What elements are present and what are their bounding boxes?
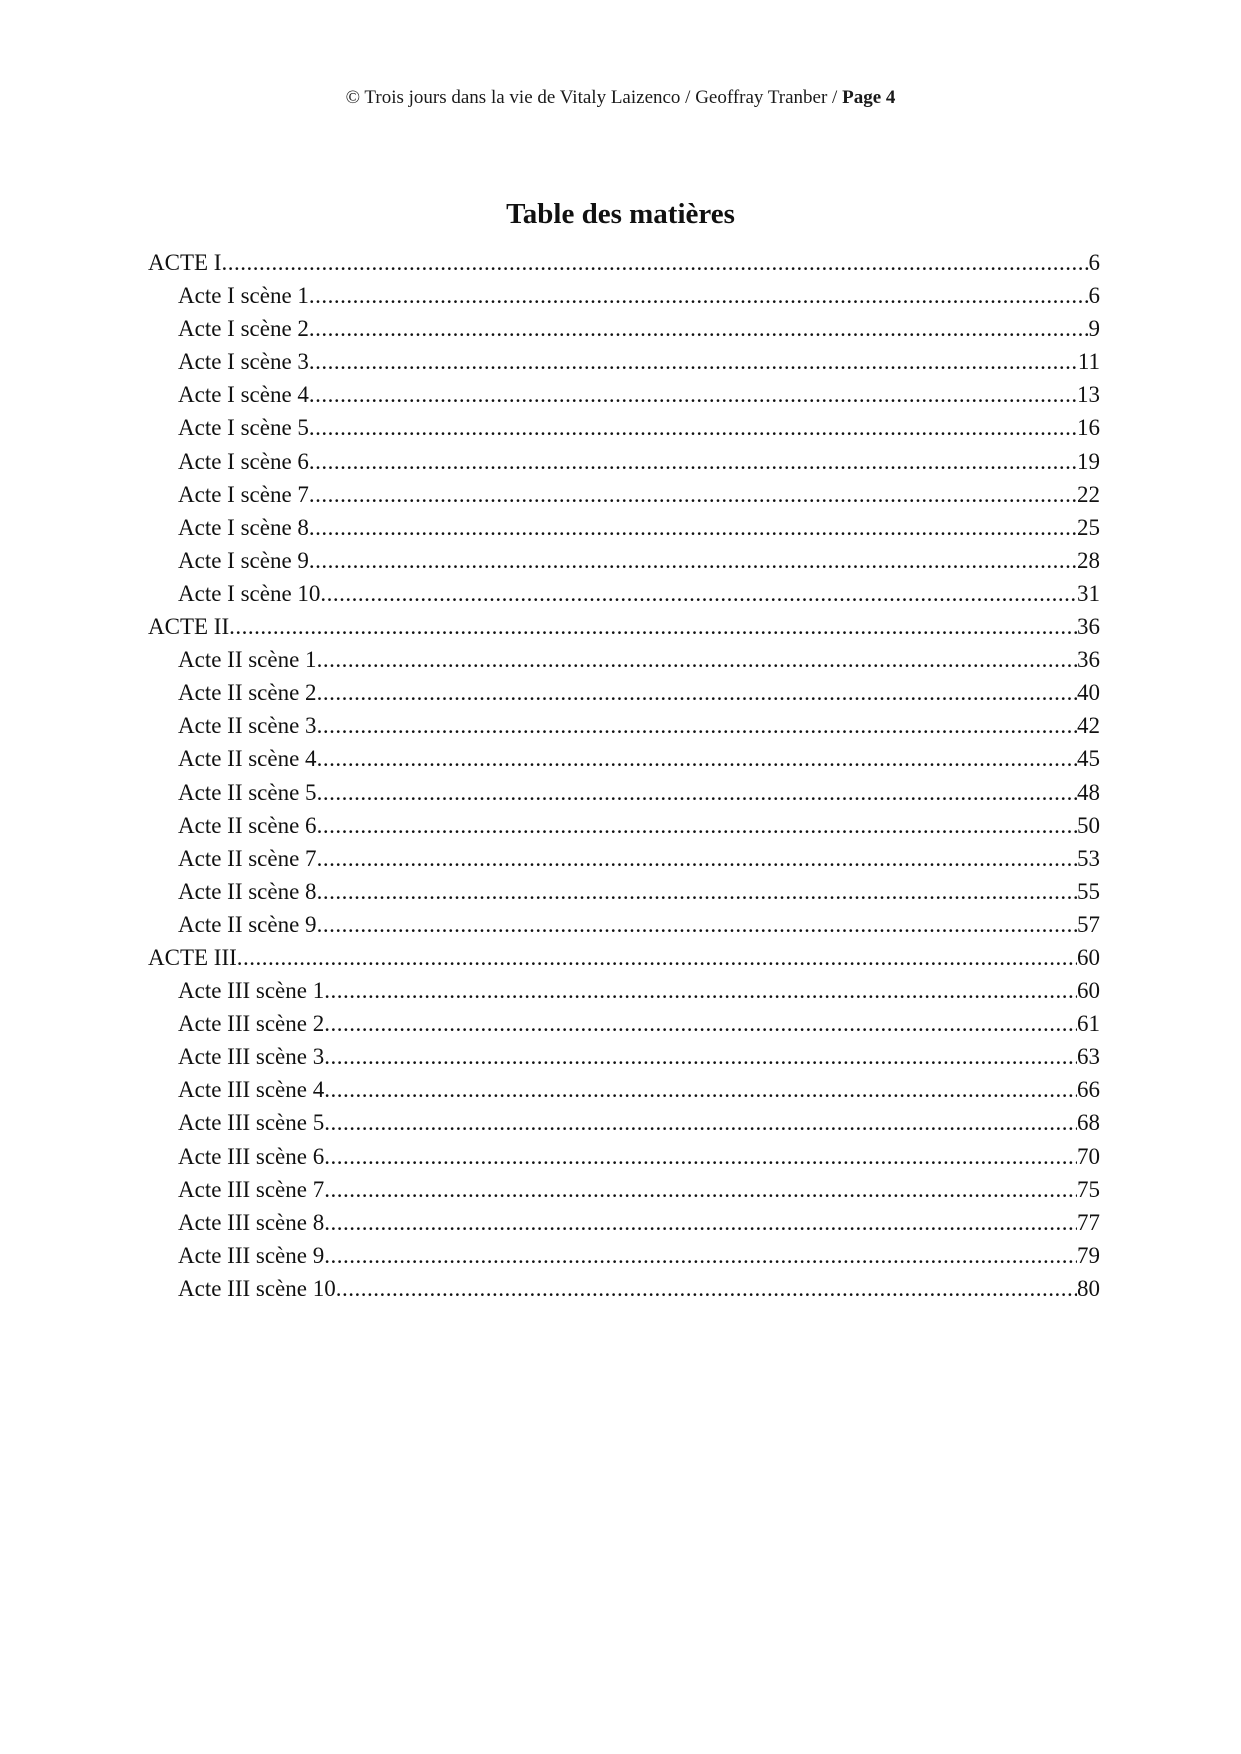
toc-entry-page-number: 42 xyxy=(1077,713,1100,739)
toc-entry-page-number: 36 xyxy=(1077,647,1100,673)
toc-entry-scene[interactable] xyxy=(148,742,1100,775)
toc-entry-label: ACTE I xyxy=(148,250,222,275)
toc-entry-page-number: 50 xyxy=(1077,812,1100,838)
toc-entry-act[interactable] xyxy=(148,246,1100,279)
toc-entry-label: Acte III scène 7 xyxy=(178,1176,325,1202)
toc-entry-label: Acte III scène 5 xyxy=(178,1110,325,1136)
toc-entry-label: Acte I scène 8 xyxy=(178,514,309,540)
toc-entry-page-number: 66 xyxy=(1077,1077,1100,1103)
toc-entry-page-number: 22 xyxy=(1077,481,1100,507)
toc-entry-scene[interactable] xyxy=(148,809,1100,842)
toc-entry-scene[interactable] xyxy=(148,1239,1100,1272)
toc-entry-label: Acte I scène 7 xyxy=(178,481,309,507)
toc-entry-page-number: 45 xyxy=(1077,746,1100,772)
toc-entry-label: Acte I scène 1 xyxy=(178,283,309,309)
toc-entry-scene[interactable] xyxy=(148,1007,1100,1040)
toc-dot-leader xyxy=(317,809,1077,842)
toc-entry-scene[interactable] xyxy=(148,676,1100,709)
toc-dot-leader xyxy=(221,246,1088,279)
toc-entry-scene[interactable] xyxy=(148,1272,1100,1305)
toc-dot-leader xyxy=(309,478,1077,511)
toc-entry-scene[interactable] xyxy=(148,279,1100,312)
toc-entry-label: Acte III scène 2 xyxy=(178,1011,325,1037)
toc-entry-scene[interactable] xyxy=(148,776,1100,809)
toc-entry-scene[interactable] xyxy=(148,544,1100,577)
toc-dot-leader xyxy=(324,1206,1077,1239)
toc-dot-leader xyxy=(317,643,1077,676)
toc-entry-label: ACTE II xyxy=(148,614,230,640)
toc-dot-leader xyxy=(317,742,1077,775)
toc-entry-label: Acte II scène 7 xyxy=(178,845,317,871)
toc-dot-leader xyxy=(324,1173,1077,1206)
toc-dot-leader xyxy=(324,1239,1077,1272)
toc-entry-scene[interactable] xyxy=(148,875,1100,908)
toc-entry-page-number: 63 xyxy=(1077,1044,1100,1070)
toc-entry-label: Acte III scène 6 xyxy=(178,1143,325,1169)
toc-dot-leader xyxy=(317,776,1077,809)
toc-entry-page-number: 13 xyxy=(1077,382,1100,408)
toc-dot-leader xyxy=(324,1007,1077,1040)
toc-entry-page-number: 77 xyxy=(1077,1209,1100,1235)
toc-dot-leader xyxy=(317,842,1077,875)
toc-dot-leader xyxy=(324,1040,1077,1073)
toc-title: Table des matières xyxy=(506,198,735,230)
toc-entry-page-number: 6 xyxy=(1088,250,1100,275)
toc-entry-label: Acte III scène 1 xyxy=(178,978,325,1004)
toc-dot-leader xyxy=(324,1073,1077,1106)
toc-entry-scene[interactable] xyxy=(148,842,1100,875)
toc-entry-label: Acte II scène 8 xyxy=(178,878,317,904)
toc-entry-page-number: 60 xyxy=(1077,978,1100,1004)
toc-entry-act[interactable] xyxy=(148,610,1100,643)
toc-entry-page-number: 31 xyxy=(1077,580,1100,606)
toc-entry-label: ACTE III xyxy=(148,944,237,970)
toc-entry-scene[interactable] xyxy=(148,511,1100,544)
toc-dot-leader xyxy=(317,908,1077,941)
toc-entry-page-number: 9 xyxy=(1088,316,1100,342)
toc-entry-scene[interactable] xyxy=(148,445,1100,478)
toc-dot-leader xyxy=(336,1272,1077,1305)
toc-entry-page-number: 40 xyxy=(1077,680,1100,706)
running-header xyxy=(0,86,1241,110)
toc-entry-label: Acte I scène 10 xyxy=(178,580,321,606)
toc-entry-label: Acte III scène 8 xyxy=(178,1209,325,1235)
toc-entry-label: Acte I scène 6 xyxy=(178,448,309,474)
toc-entry-label: Acte II scène 9 xyxy=(178,911,317,937)
toc-dot-leader xyxy=(237,941,1077,974)
toc-entry-page-number: 11 xyxy=(1077,349,1100,375)
toc-entry-page-number: 60 xyxy=(1077,944,1100,970)
toc-dot-leader xyxy=(309,279,1089,312)
toc-entry-label: Acte III scène 10 xyxy=(178,1275,336,1301)
toc-dot-leader xyxy=(317,676,1077,709)
toc-entry-label: Acte I scène 9 xyxy=(178,547,309,573)
toc-entry-label: Acte II scène 1 xyxy=(178,647,317,673)
toc-entry-page-number: 16 xyxy=(1077,415,1100,441)
toc-entry-page-number: 70 xyxy=(1077,1143,1100,1169)
table-of-contents xyxy=(148,246,1100,1305)
toc-entry-label: Acte I scène 3 xyxy=(178,349,309,375)
toc-entry-act[interactable] xyxy=(148,941,1100,974)
toc-dot-leader xyxy=(309,411,1077,444)
toc-dot-leader xyxy=(309,312,1089,345)
toc-entry-label: Acte II scène 6 xyxy=(178,812,317,838)
toc-entry-scene[interactable] xyxy=(148,312,1100,345)
toc-entry-scene[interactable] xyxy=(148,411,1100,444)
toc-entry-scene[interactable] xyxy=(148,1106,1100,1139)
toc-entry-page-number: 80 xyxy=(1077,1275,1100,1301)
toc-entry-label: Acte III scène 9 xyxy=(178,1242,325,1268)
toc-entry-page-number: 6 xyxy=(1088,283,1100,309)
toc-entry-scene[interactable] xyxy=(148,1206,1100,1239)
toc-entry-scene[interactable] xyxy=(148,478,1100,511)
toc-dot-leader xyxy=(324,1140,1077,1173)
toc-entry-scene[interactable] xyxy=(148,1140,1100,1173)
page-number-label: Page 4 xyxy=(842,87,896,108)
toc-dot-leader xyxy=(317,709,1077,742)
toc-entry-page-number: 53 xyxy=(1077,845,1100,871)
toc-dot-leader xyxy=(309,345,1078,378)
toc-entry-label: Acte III scène 4 xyxy=(178,1077,325,1103)
toc-entry-scene[interactable] xyxy=(148,577,1100,610)
toc-dot-leader xyxy=(317,875,1077,908)
toc-dot-leader xyxy=(324,974,1077,1007)
toc-entry-scene[interactable] xyxy=(148,1040,1100,1073)
toc-dot-leader xyxy=(320,577,1077,610)
toc-dot-leader xyxy=(229,610,1077,643)
toc-dot-leader xyxy=(309,445,1077,478)
toc-entry-label: Acte I scène 2 xyxy=(178,316,309,342)
toc-entry-label: Acte I scène 4 xyxy=(178,382,309,408)
toc-entry-scene[interactable] xyxy=(148,643,1100,676)
toc-entry-page-number: 48 xyxy=(1077,779,1100,805)
toc-entry-label: Acte II scène 5 xyxy=(178,779,317,805)
toc-entry-page-number: 68 xyxy=(1077,1110,1100,1136)
toc-entry-scene[interactable] xyxy=(148,345,1100,378)
toc-dot-leader xyxy=(309,511,1077,544)
toc-entry-page-number: 57 xyxy=(1077,911,1100,937)
toc-entry-scene[interactable] xyxy=(148,1173,1100,1206)
toc-entry-label: Acte II scène 4 xyxy=(178,746,317,772)
toc-entry-scene[interactable] xyxy=(148,709,1100,742)
toc-entry-scene[interactable] xyxy=(148,908,1100,941)
toc-entry-label: Acte II scène 2 xyxy=(178,680,317,706)
toc-entry-label: Acte II scène 3 xyxy=(178,713,317,739)
toc-entry-page-number: 19 xyxy=(1077,448,1100,474)
toc-entry-scene[interactable] xyxy=(148,1073,1100,1106)
toc-entry-scene[interactable] xyxy=(148,378,1100,411)
toc-entry-page-number: 28 xyxy=(1077,547,1100,573)
toc-dot-leader xyxy=(309,378,1077,411)
toc-entry-page-number: 55 xyxy=(1077,878,1100,904)
toc-entry-page-number: 25 xyxy=(1077,514,1100,540)
toc-entry-page-number: 79 xyxy=(1077,1242,1100,1268)
toc-entry-label: Acte III scène 3 xyxy=(178,1044,325,1070)
toc-entry-scene[interactable] xyxy=(148,974,1100,1007)
toc-entry-page-number: 36 xyxy=(1077,614,1100,640)
toc-entry-page-number: 75 xyxy=(1077,1176,1100,1202)
toc-dot-leader xyxy=(309,544,1077,577)
toc-dot-leader xyxy=(324,1106,1077,1139)
running-header-text: © Trois jours dans la vie de Vitaly Laizenco / Geoffray Tranber / xyxy=(345,87,843,108)
toc-entry-label: Acte I scène 5 xyxy=(178,415,309,441)
toc-entry-page-number: 61 xyxy=(1077,1011,1100,1037)
